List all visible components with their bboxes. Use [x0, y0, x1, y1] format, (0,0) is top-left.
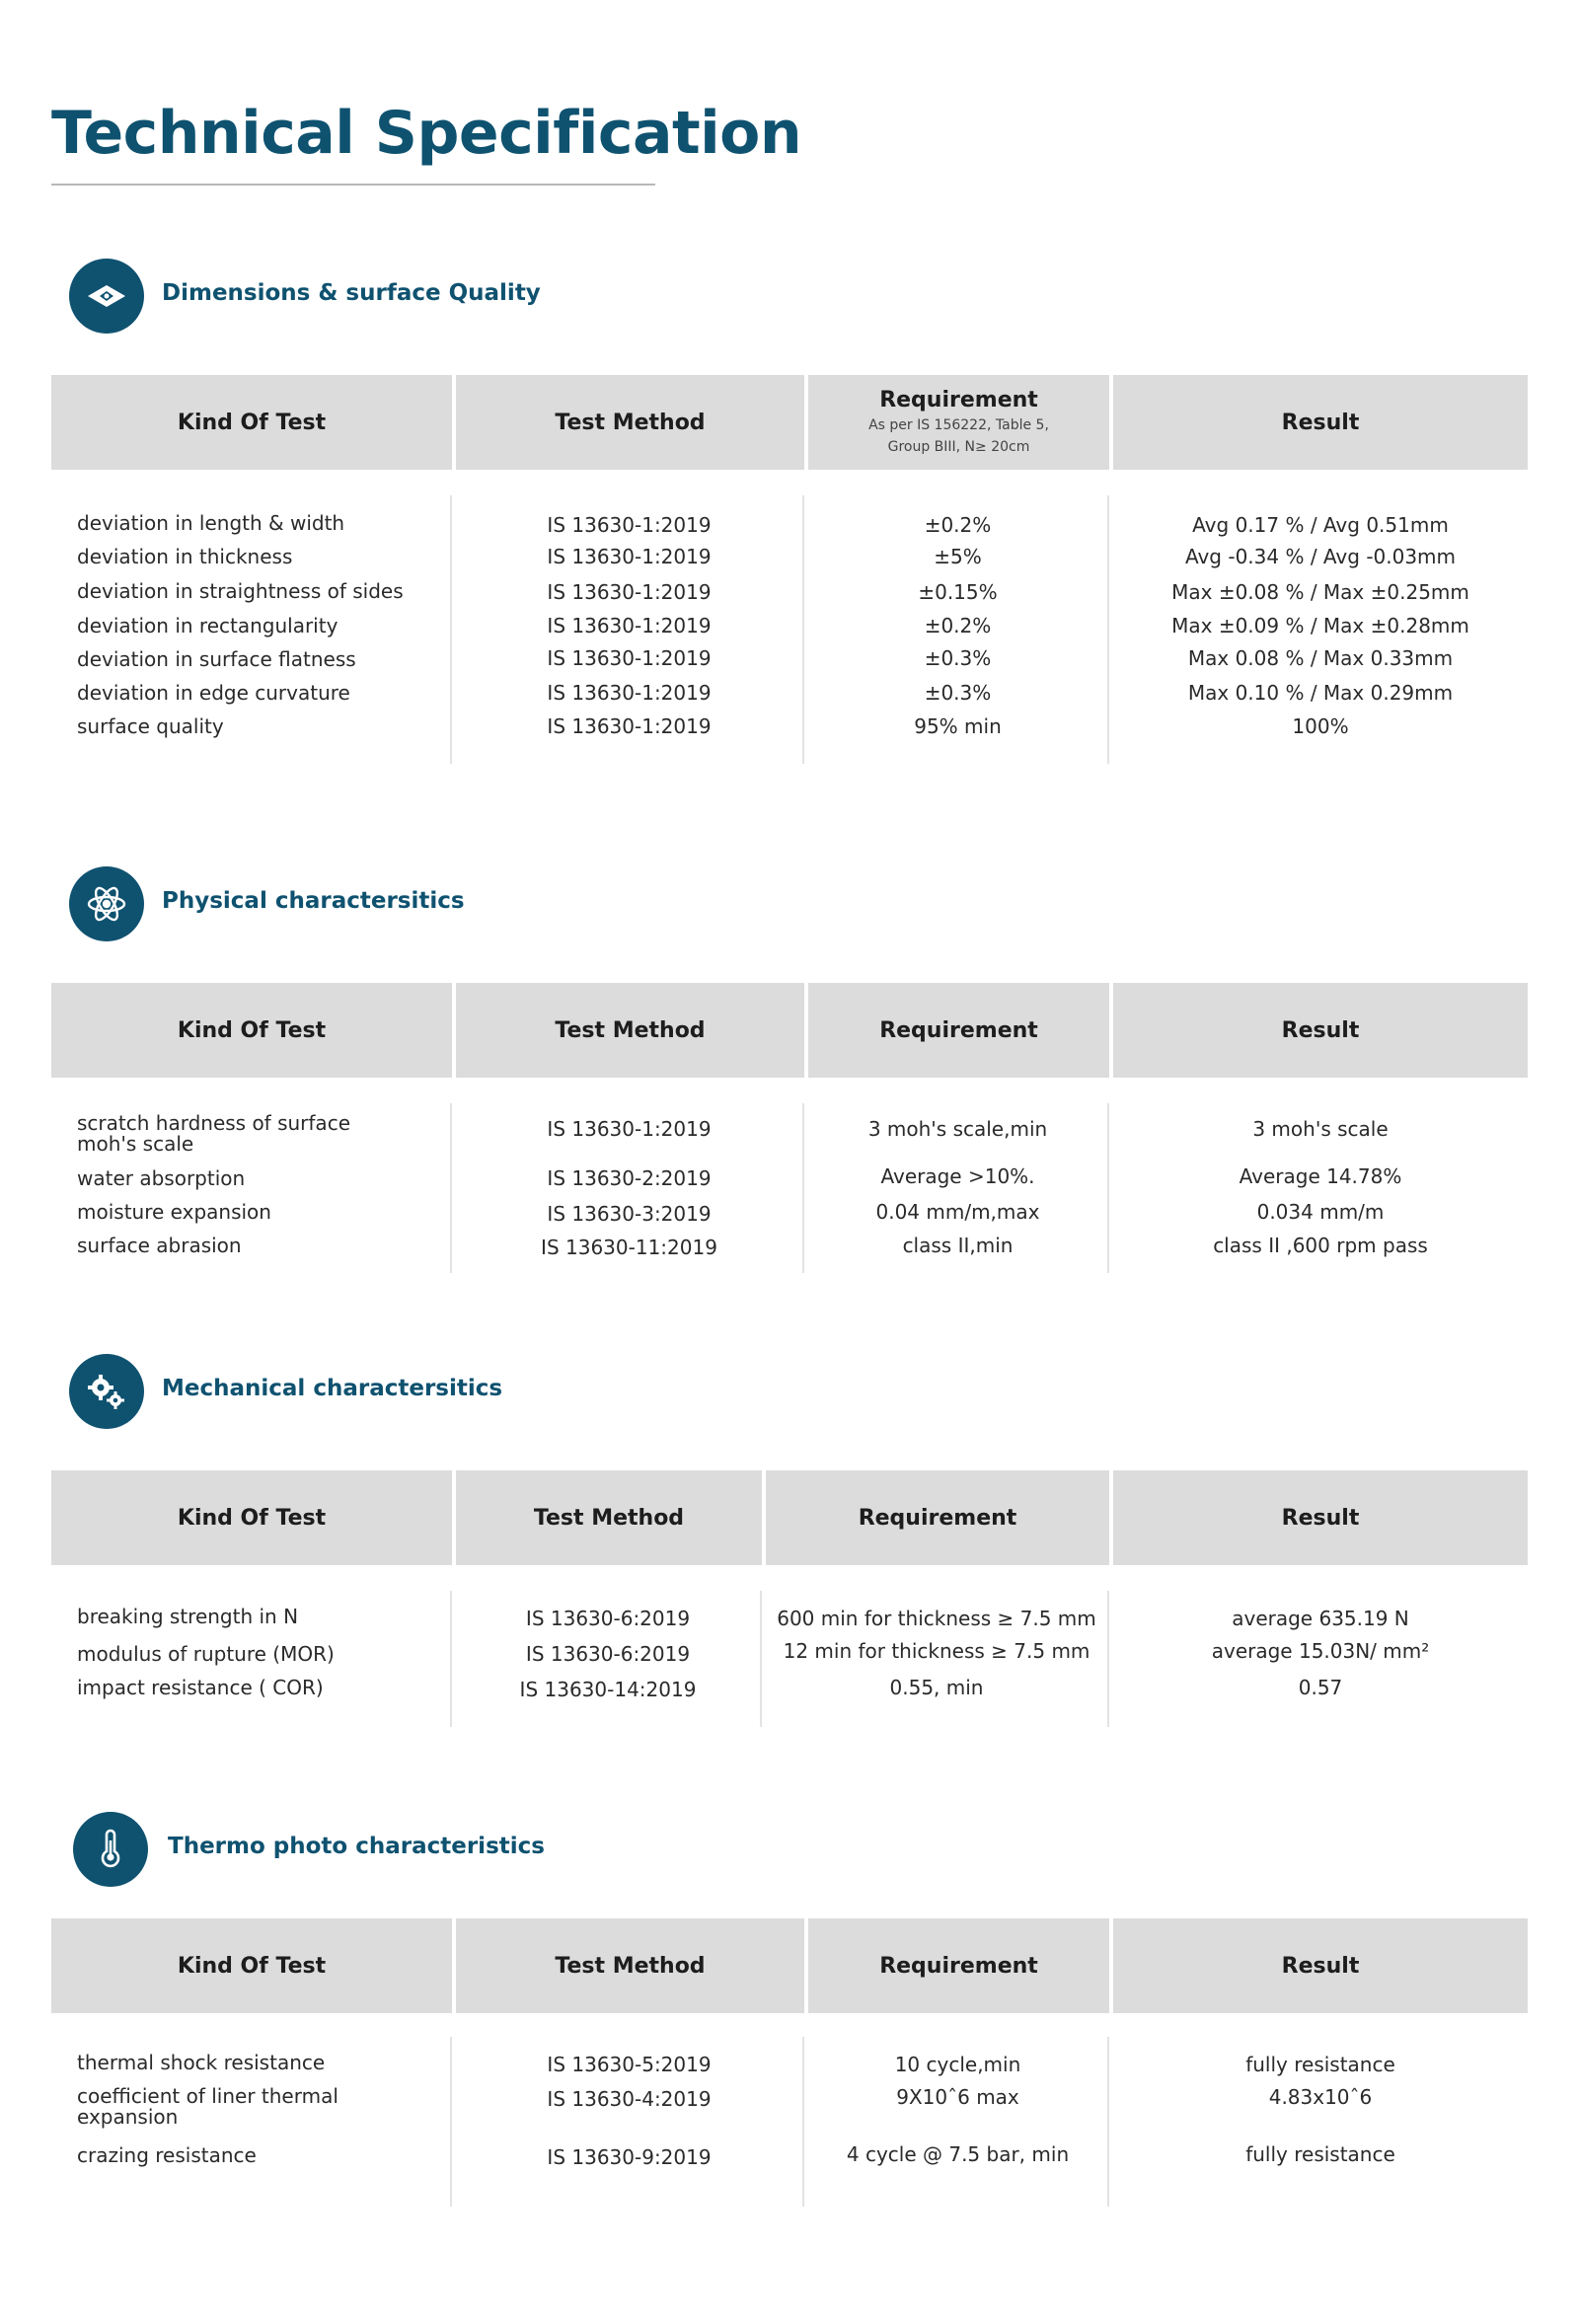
table-cell: 4 cycle @ 7.5 bar, min: [846, 2142, 1070, 2166]
table-cell: 9X10ˆ6 max: [896, 2085, 1019, 2109]
header-label: Result: [1281, 410, 1360, 435]
table-cell: crazing resistance: [77, 2143, 257, 2167]
header-test-method: [456, 1918, 804, 2013]
header-label: Requirement: [879, 387, 1038, 412]
header-kind-of-test: [51, 1918, 452, 2013]
header-label: Test Method: [555, 410, 706, 435]
table-cell: IS 13630-14:2019: [519, 1678, 697, 1701]
table-cell: 3 moh's scale,min: [867, 1117, 1048, 1141]
table-cell: 600 min for thickness ≥ 7.5 mm: [777, 1607, 1096, 1630]
table-body: [51, 495, 1528, 764]
section-header: [51, 866, 1528, 945]
header-label: Kind Of Test: [177, 410, 327, 435]
table-cell: IS 13630-1:2019: [547, 580, 712, 604]
table-cell: deviation in straightness of sides: [77, 579, 404, 603]
table-cell: Max ±0.09 % / Max ±0.28mm: [1171, 614, 1469, 637]
table-cell: class II,min: [902, 1234, 1014, 1257]
table-cell: deviation in thickness: [77, 545, 293, 568]
tile-diamond-icon: [69, 259, 144, 334]
table-cell: surface abrasion: [77, 1234, 242, 1257]
header-requirement: [808, 1918, 1109, 2013]
column-test-method: [456, 1103, 804, 1273]
table-cell: Average >10%.: [880, 1164, 1035, 1188]
header-result: [1113, 1918, 1528, 2013]
table-cell: deviation in rectangularity: [77, 614, 338, 637]
table-cell: IS 13630-1:2019: [547, 1117, 712, 1141]
section-header: [51, 1354, 1528, 1433]
table-cell: Avg 0.17 % / Avg 0.51mm: [1192, 513, 1449, 537]
header-label: Test Method: [555, 1017, 706, 1043]
table-cell: IS 13630-1:2019: [547, 614, 712, 637]
table-cell: IS 13630-2:2019: [547, 1166, 712, 1190]
table-cell: IS 13630-9:2019: [547, 2145, 712, 2169]
header-label: Requirement: [858, 1505, 1017, 1531]
gears-icon: [69, 1354, 144, 1429]
table-cell: ±5%: [934, 545, 982, 568]
table-cell: IS 13630-11:2019: [541, 1236, 717, 1259]
thermometer-icon: [73, 1812, 148, 1887]
table-cell: ±0.2%: [924, 513, 992, 537]
header-label: Requirement: [879, 1017, 1038, 1043]
section-physical: [51, 866, 1528, 1281]
header-requirement: [766, 1470, 1109, 1565]
table-cell: deviation in surface flatness: [77, 647, 356, 671]
header-label: Requirement: [879, 1953, 1038, 1979]
table-cell: Max 0.08 % / Max 0.33mm: [1187, 646, 1454, 670]
table-cell: Max 0.10 % / Max 0.29mm: [1187, 681, 1454, 705]
section-title: Dimensions & surface Quality: [162, 280, 541, 306]
column-kind-of-test: [51, 1103, 452, 1273]
section-header: [51, 1812, 1528, 1891]
table-cell: modulus of rupture (MOR): [77, 1642, 335, 1666]
requirement-note-line: Group BIII, N≥ 20cm: [887, 438, 1030, 455]
column-result: [1113, 1103, 1528, 1273]
table-cell: 95% min: [914, 714, 1002, 738]
header-label: Result: [1281, 1953, 1360, 1979]
column-kind-of-test: [51, 495, 452, 764]
header-label: Kind Of Test: [177, 1017, 327, 1043]
section-dimensions: [51, 259, 1528, 772]
table-cell: moisture expansion: [77, 1200, 271, 1224]
table-cell: impact resistance ( COR): [77, 1676, 324, 1699]
table-body: [51, 2037, 1528, 2207]
table-cell: IS 13630-6:2019: [525, 1642, 691, 1666]
requirement-note: [868, 414, 1049, 458]
table-cell: IS 13630-1:2019: [547, 714, 712, 738]
header-test-method: [456, 983, 804, 1078]
table-cell: fully resistance: [1245, 2142, 1395, 2166]
table-cell: Avg -0.34 % / Avg -0.03mm: [1184, 545, 1457, 568]
header-label: Result: [1281, 1505, 1360, 1531]
header-test-method: [456, 1470, 762, 1565]
table-cell: 0.034 mm/m: [1256, 1200, 1385, 1224]
table-cell: 4.83x10ˆ6: [1268, 2085, 1373, 2109]
title-divider: [51, 184, 655, 186]
atom-icon: [69, 866, 144, 941]
table-cell: 10 cycle,min: [894, 2053, 1021, 2076]
header-kind-of-test: [51, 983, 452, 1078]
table-cell: average 15.03N/ mm²: [1211, 1639, 1430, 1663]
column-requirement: [808, 495, 1109, 764]
table-cell: coefficient of liner thermal expansion: [77, 2084, 338, 2129]
section-mechanical: [51, 1354, 1528, 1749]
table-cell: surface quality: [77, 714, 224, 738]
table-header: [51, 983, 1528, 1078]
column-test-method: [456, 495, 804, 764]
table-cell: IS 13630-4:2019: [547, 2087, 712, 2111]
header-label: Result: [1281, 1017, 1360, 1043]
table-cell: IS 13630-1:2019: [547, 646, 712, 670]
table-cell: 100%: [1292, 714, 1349, 738]
column-requirement: [808, 2037, 1109, 2207]
table-cell: deviation in edge curvature: [77, 681, 350, 705]
table-cell: Average 14.78%: [1239, 1164, 1402, 1188]
column-test-method: [456, 2037, 804, 2207]
header-test-method: [456, 375, 804, 470]
section-header: [51, 259, 1528, 337]
table-cell: water absorption: [77, 1166, 246, 1190]
header-kind-of-test: [51, 1470, 452, 1565]
table-header: [51, 375, 1528, 470]
table-cell: 0.57: [1298, 1676, 1343, 1699]
table-cell: fully resistance: [1245, 2053, 1395, 2076]
table-cell: Max ±0.08 % / Max ±0.25mm: [1171, 580, 1469, 604]
header-label: Test Method: [555, 1953, 706, 1979]
section-title: Mechanical charactersitics: [162, 1376, 503, 1401]
header-requirement: [808, 983, 1109, 1078]
header-result: [1113, 983, 1528, 1078]
table-body: [51, 1591, 1528, 1727]
requirement-note-line: As per IS 156222, Table 5,: [868, 416, 1049, 433]
table-header: [51, 1470, 1528, 1565]
column-requirement: [808, 1103, 1109, 1273]
column-test-method: [456, 1591, 762, 1727]
table-cell: IS 13630-6:2019: [525, 1607, 691, 1630]
header-requirement: [808, 375, 1109, 470]
table-cell: deviation in length & width: [77, 511, 345, 535]
table-cell: IS 13630-5:2019: [547, 2053, 712, 2076]
table-cell: 0.55, min: [889, 1676, 984, 1699]
page-title: Technical Specification: [51, 99, 802, 168]
header-label: Kind Of Test: [177, 1953, 327, 1979]
header-result: [1113, 375, 1528, 470]
table-cell: thermal shock resistance: [77, 2051, 326, 2074]
column-result: [1113, 495, 1528, 764]
table-cell: ±0.3%: [924, 681, 992, 705]
column-requirement: [766, 1591, 1109, 1727]
table-header: [51, 1918, 1528, 2013]
section-title: Thermo photo characteristics: [168, 1834, 545, 1859]
table-cell: 3 moh's scale: [1252, 1117, 1389, 1141]
header-kind-of-test: [51, 375, 452, 470]
column-result: [1113, 1591, 1528, 1727]
table-cell: scratch hardness of surface moh's scale: [77, 1111, 350, 1156]
table-cell: breaking strength in N: [77, 1605, 299, 1628]
table-body: [51, 1103, 1528, 1273]
table-cell: average 635.19 N: [1232, 1607, 1409, 1630]
header-result: [1113, 1470, 1528, 1565]
table-cell: ±0.15%: [918, 580, 998, 604]
column-result: [1113, 2037, 1528, 2207]
table-cell: 0.04 mm/m,max: [875, 1200, 1040, 1224]
section-title: Physical charactersitics: [162, 888, 465, 914]
table-cell: ±0.3%: [924, 646, 992, 670]
table-cell: IS 13630-1:2019: [547, 545, 712, 568]
header-label: Test Method: [533, 1505, 685, 1531]
header-label: Kind Of Test: [177, 1505, 327, 1531]
table-cell: ±0.2%: [924, 614, 992, 637]
table-cell: class II ,600 rpm pass: [1213, 1234, 1428, 1257]
column-kind-of-test: [51, 2037, 452, 2207]
section-thermo: [51, 1812, 1528, 2226]
table-cell: IS 13630-3:2019: [547, 1202, 712, 1226]
table-cell: 12 min for thickness ≥ 7.5 mm: [783, 1639, 1090, 1663]
table-cell: IS 13630-1:2019: [547, 681, 712, 705]
column-kind-of-test: [51, 1591, 452, 1727]
table-cell: IS 13630-1:2019: [547, 513, 712, 537]
